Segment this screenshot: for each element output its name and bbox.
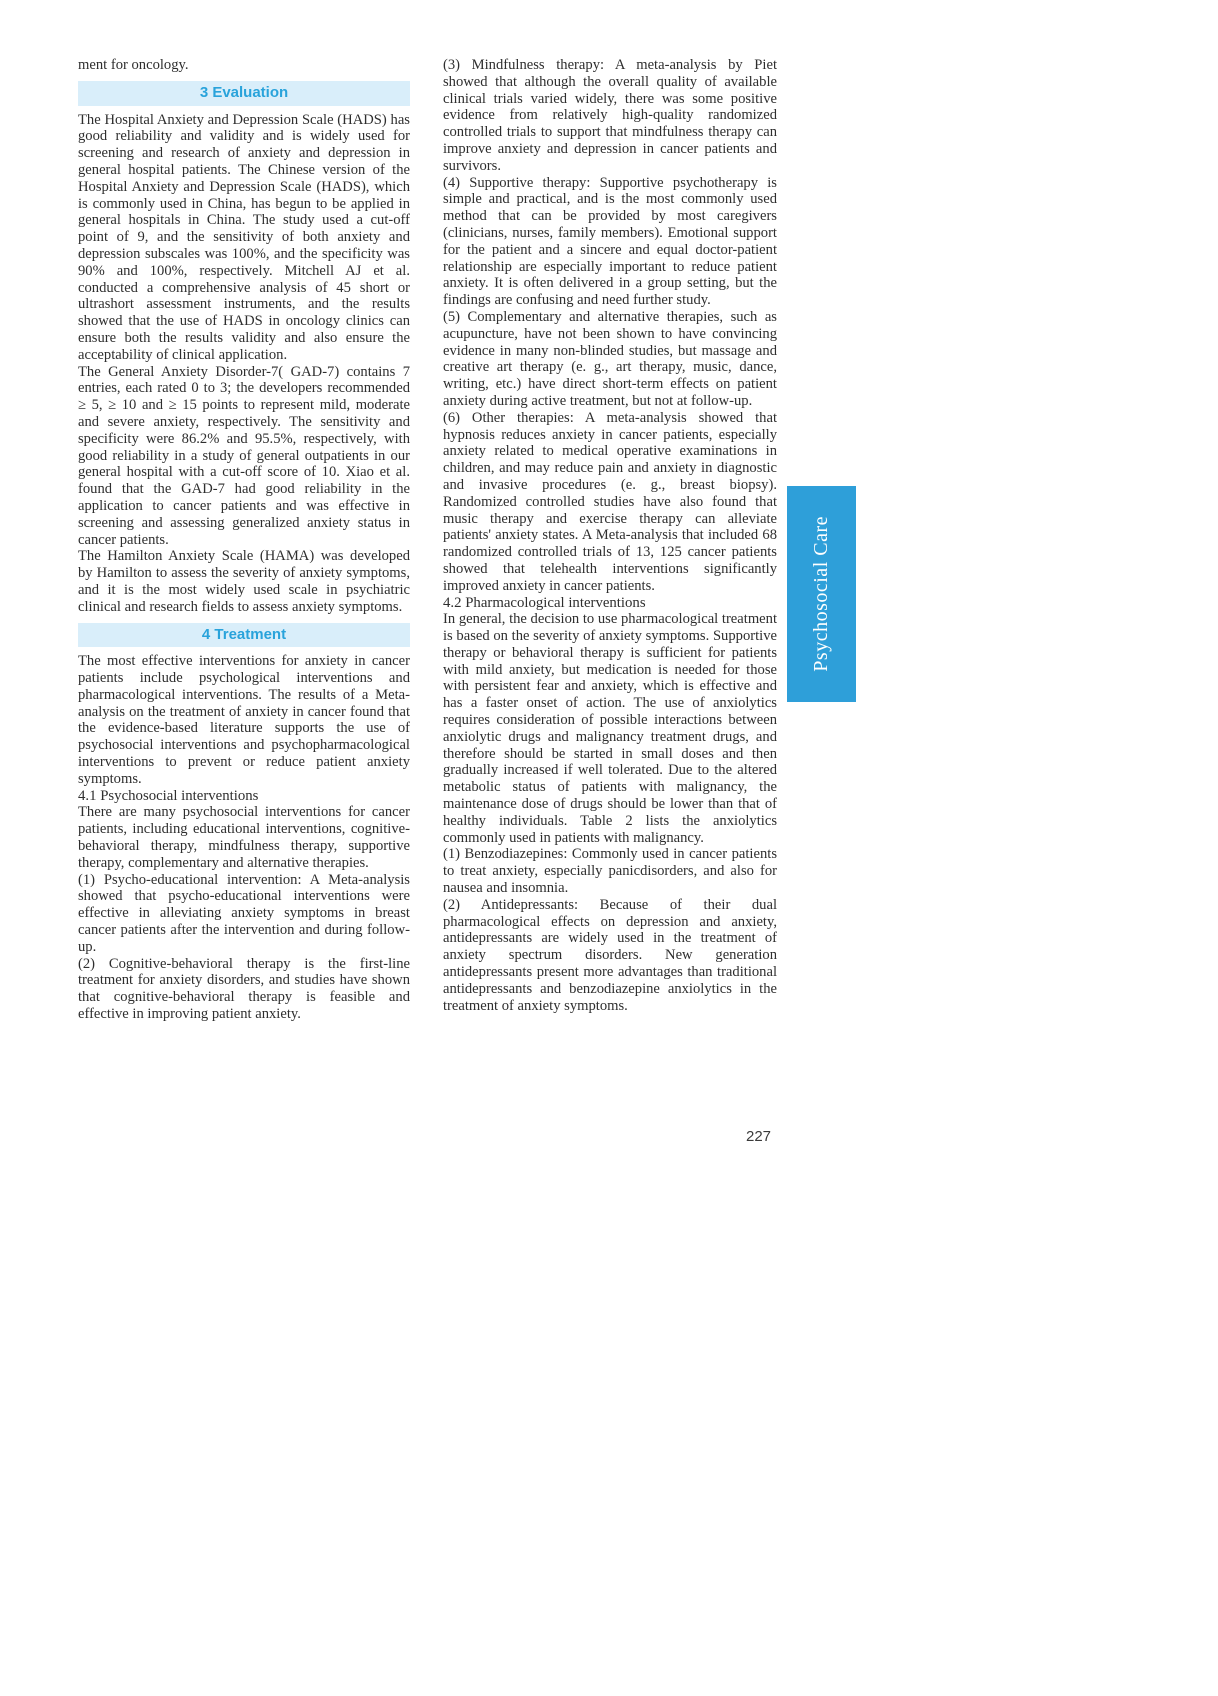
paragraph-item5-complementary: (5) Complementary and alternative therapies, such as acupuncture, have not been shown to have convincing evidence in many non-blinded studies, but massage and creative art therapy (e. g., art therapy, music, dance, writing, etc.) have direct short-term effects on patient anxiety during active treatment, but not at follow-up. (443, 308, 777, 409)
paragraph-item2-cognitive-behavioral: (2) Cognitive-behavioral therapy is the first-line treatment for anxiety disorders, and studies have shown that cognitive-behavioral therapy is feasible and effective in improving patient anxiety. (78, 955, 410, 1023)
left-column (78, 57, 410, 1023)
paragraph-hads: The Hospital Anxiety and Depression Scale (HADS) has good reliability and validity and is widely used for screening and research of anxiety and depression in general hospital patients. The Chinese version of the Hospital Anxiety and Depression Scale (HADS), which is commonly used in China, has begun to be applied in general hospitals in China. The study used a cut-off point of 9, and the sensitivity of both anxiety and depression subscales was 100%, and the specificity was 90% and 100%, respectively. Mitchell AJ et al. conducted a comprehensive analysis of 45 short or ultrashort assessment instruments, and the results showed that the use of HADS in oncology clinics can ensure both the results validity and also ensure the acceptability of clinical application. (78, 111, 410, 363)
right-column (443, 57, 777, 1014)
paragraph-item4-supportive: (4) Supportive therapy: Supportive psychotherapy is simple and practical, and is the most commonly used method that can be provided by most caregivers (clinicians, nurses, family members). Emotional support for the patient and a sincere and equal doctor-patient relationship are especially important to reduce patient anxiety. It is often delivered in a group setting, but the findings are confusing and need further study. (443, 174, 777, 309)
paragraph-pharma-intro: In general, the decision to use pharmacological treatment is based on the severity of anxiety symptoms. Supportive therapy or behavioral therapy is sufficient for patients with mild anxiety, but medication is needed for those with persistent fear and anxiety, which is effective and has a faster onset of action. The use of anxiolytics requires consideration of possible interactions between anxiolytic drugs and malignancy treatment drugs, and therefore should be started in small doses and then gradually increased if well tolerated. Due to the altered metabolic status of patients with malignancy, the maintenance dose of drugs should be lower than that of healthy individuals. Table 2 lists the anxiolytics commonly used in patients with malignancy. (443, 611, 777, 846)
paragraph-antidepressants: (2) Antidepressants: Because of their dual pharmacological effects on depression and anxiety, antidepressants are widely used in the treatment of anxiety spectrum disorders. New generation antidepressants present more advantages than traditional antidepressants and benzodiazepine anxiolytics in the treatment of anxiety symptoms. (443, 896, 777, 1014)
subheading-psychosocial-interventions: 4.1 Psychosocial interventions (78, 787, 259, 804)
section-heading-treatment: 4 Treatment (78, 623, 410, 648)
paragraph-item3-mindfulness: (3) Mindfulness therapy: A meta-analysis by Piet showed that although the overall quality of available clinical trials varied widely, there was some positive evidence from relatively high-quality randomized controlled trials to support that mindfulness therapy can improve anxiety and depression in cancer patients and survivors. (443, 57, 777, 174)
section-heading-evaluation: 3 Evaluation (78, 81, 410, 106)
paragraph-benzodiazepines: (1) Benzodiazepines: Commonly used in cancer patients to treat anxiety, especially panicdisorders, and also for nausea and insomnia. (443, 846, 777, 897)
chapter-tab-psychosocial-care (787, 486, 856, 702)
paragraph-gad7: The General Anxiety Disorder-7( GAD-7) contains 7 entries, each rated 0 to 3; the developers recommended ≥ 5, ≥ 10 and ≥ 15 points to represent mild, moderate and severe anxiety, respectively. The sensitivity and specificity were 86.2% and 95.5%, respectively, with good reliability in a study of general outpatients in our general hospital with a cut-off score of 10. Xiao et al. found that the GAD-7 had good reliability in the application to cancer patients and was effective in screening and assessing generalized anxiety status in cancer patients. (78, 363, 410, 548)
paragraph-item1-psycho-educational: (1) Psycho-educational intervention: A Meta-analysis showed that psycho-educational interventions were effective in alleviating anxiety symptoms in breast cancer patients after the intervention and during follow-up. (78, 871, 410, 955)
subheading-pharmacological-interventions: 4.2 Pharmacological interventions (443, 594, 646, 611)
paragraph-treatment-intro: The most effective interventions for anxiety in cancer patients include psychological interventions and pharmacological interventions. The results of a Meta-analysis on the treatment of anxiety in cancer found that the evidence-based literature supports the use of psychosocial interventions and psychopharmacological interventions to prevent or reduce patient anxiety symptoms. (78, 653, 410, 787)
paragraph-hama: The Hamilton Anxiety Scale (HAMA) was developed by Hamilton to assess the severity of anxiety symptoms, and it is the most widely used scale in psychiatric clinical and research fields to assess anxiety symptoms. (78, 548, 410, 615)
paragraph-psychosocial-list: There are many psychosocial interventions for cancer patients, including educational interventions, cognitive-behavioral therapy, mindfulness therapy, supportive therapy, complementary and alternative therapies. (78, 804, 410, 871)
chapter-tab-label: Psychosocial Care (810, 516, 832, 672)
paragraph-continuation: ment for oncology. (78, 57, 189, 73)
paragraph-item6-other-therapies: (6) Other therapies: A meta-analysis showed that hypnosis reduces anxiety in cancer patients, especially anxiety related to medical operative examinations in children, and may reduce pain and anxiety in diagnostic and invasive procedures (e. g., breast biopsy). Randomized controlled studies have also found that music therapy and exercise therapy can alleviate patients' anxiety states. A Meta-analysis that included 68 randomized controlled trials of 13, 125 cancer patients showed that telehealth interventions significantly improved anxiety in cancer patients. (443, 409, 777, 594)
page-number: 227 (746, 1128, 772, 1145)
